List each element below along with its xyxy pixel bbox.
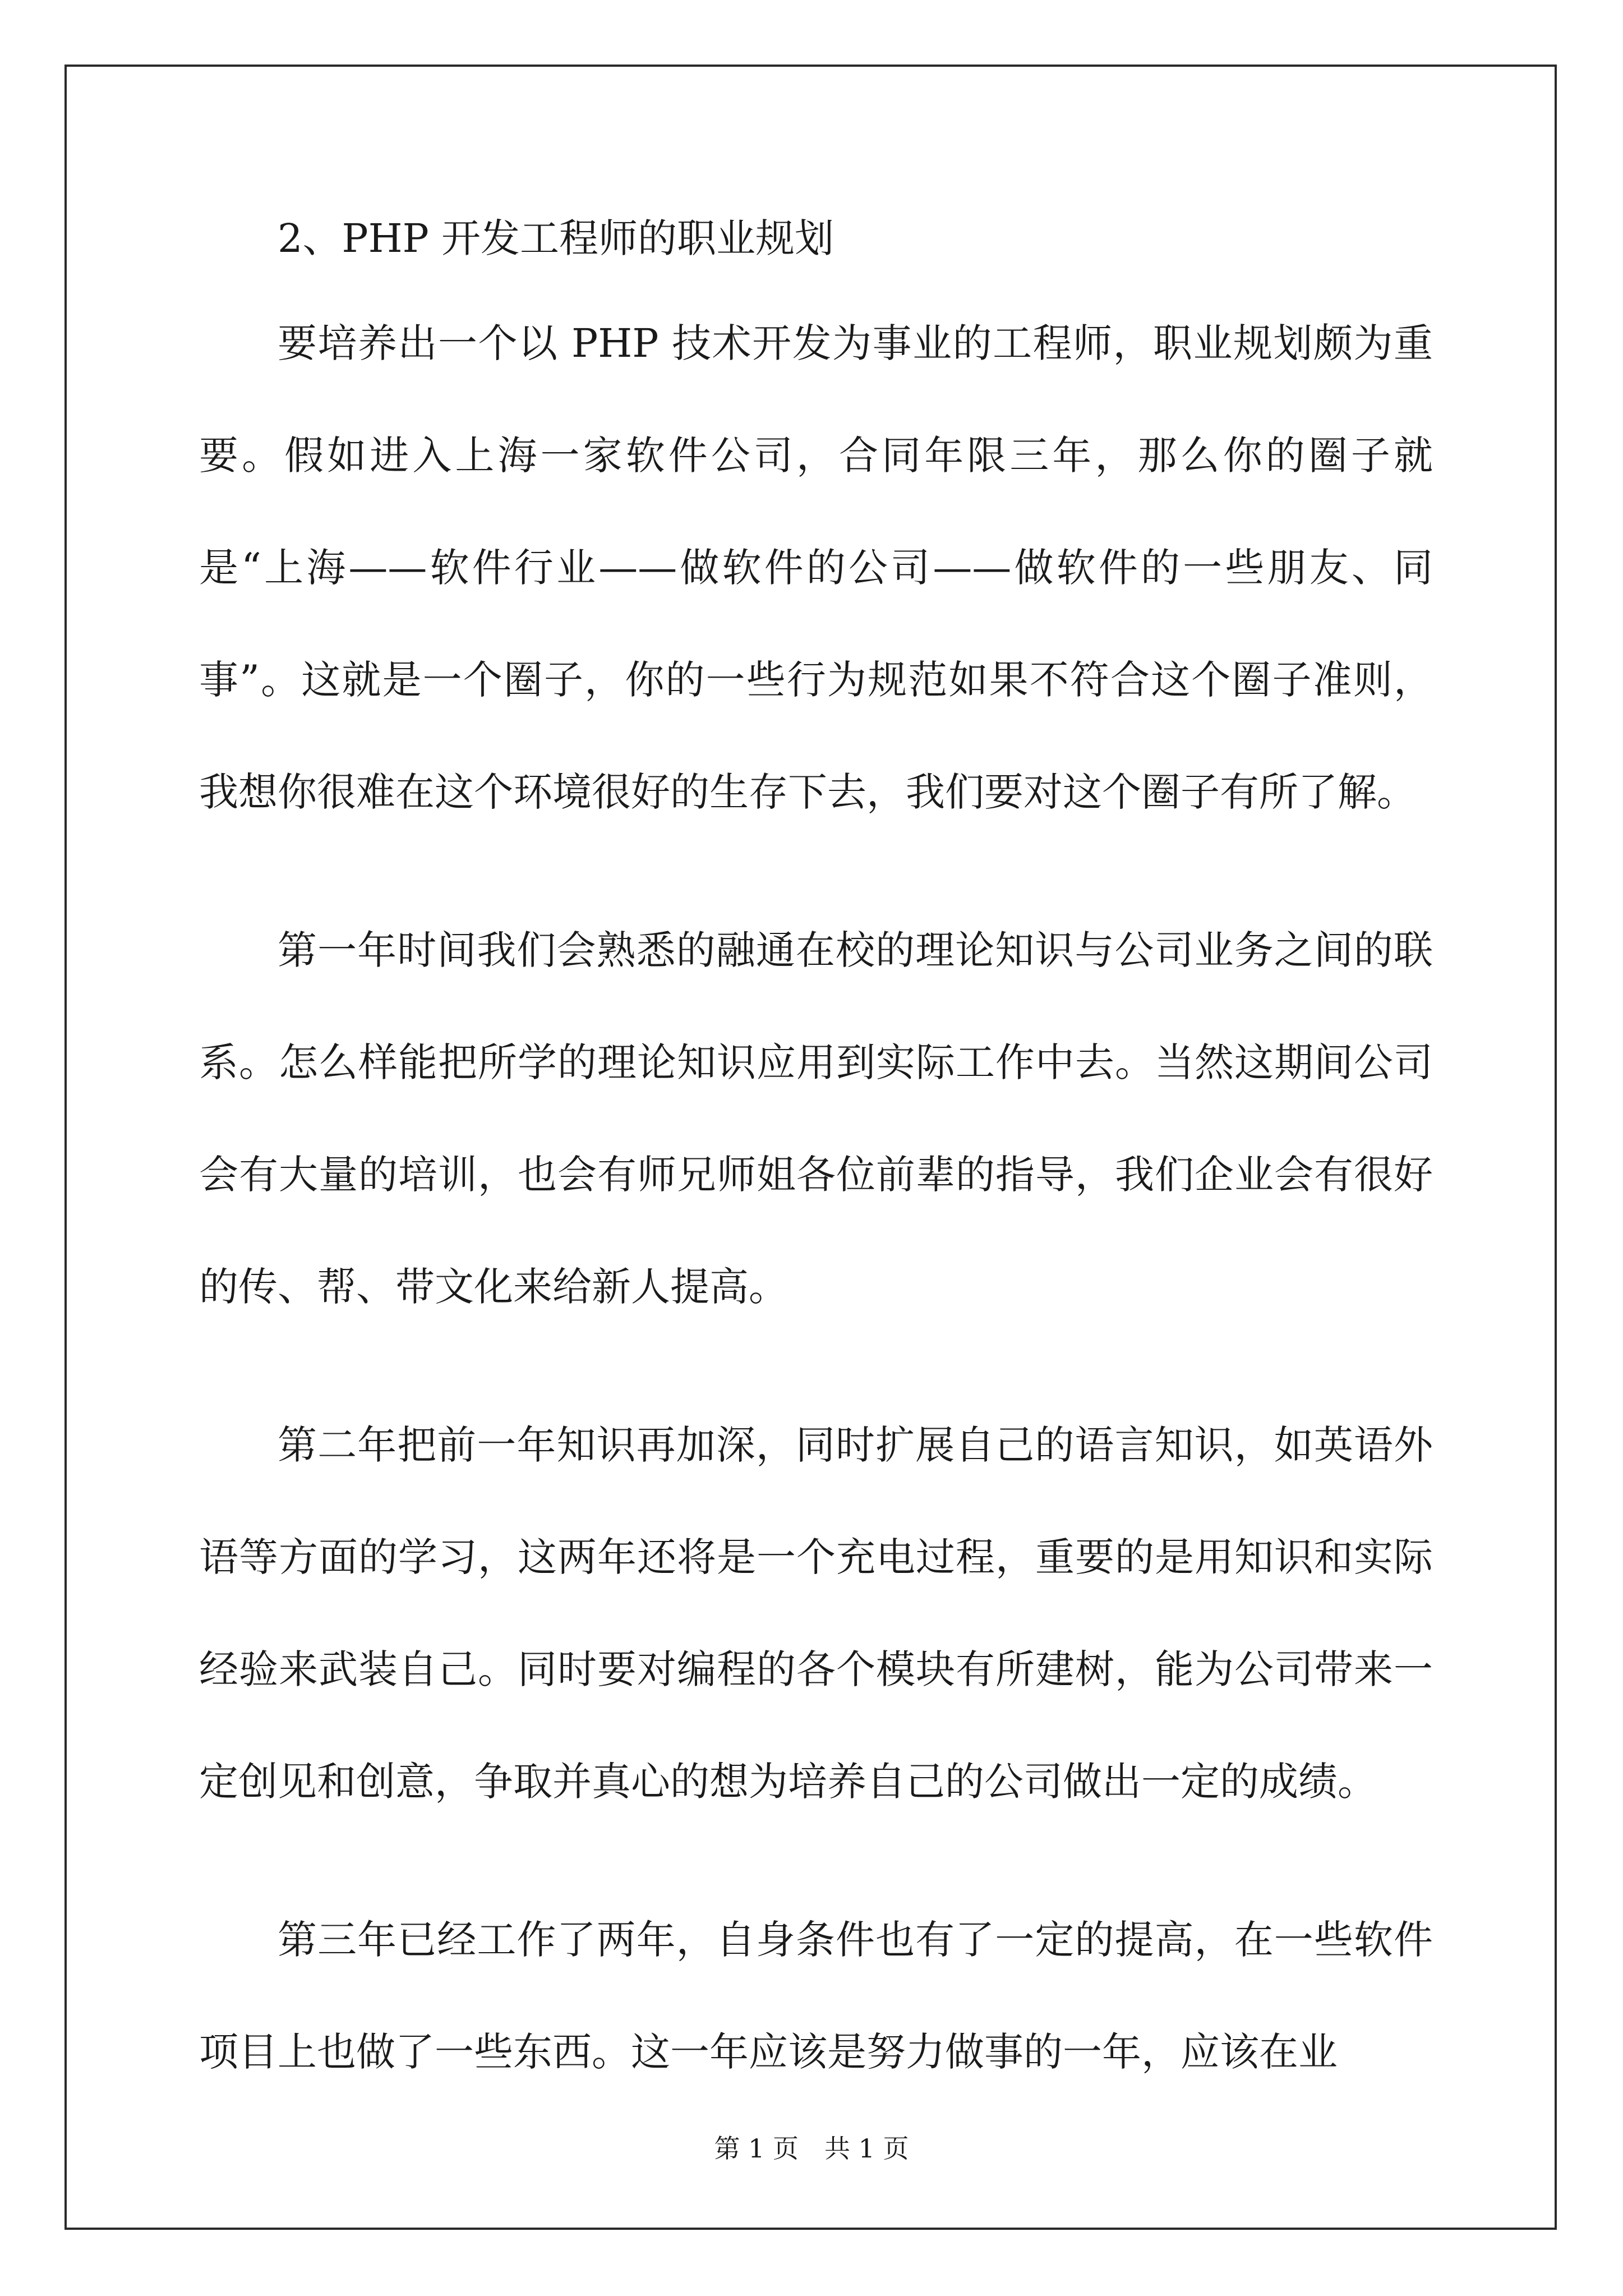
paragraph-year-two: 第二年把前一年知识再加深，同时扩展自己的语言知识，如英语外语等方面的学习，这两年还将是一个充电过程，重要的是用知识和实际经验来武装自己。同时要对编程的各个模块有所建树，能为公司带来一定创见和创意，争取并真心的想为培养自己的公司做出一定的成绩。 bbox=[199, 1422, 1433, 1805]
document-body bbox=[199, 208, 1433, 2108]
paragraph-intro: 要培养出一个以 PHP 技术开发为事业的工程师，职业规划颇为重要。假如进入上海一家软件公司，合同年限三年，那么你的圈子就是“上海——软件行业——做软件的公司——做软件的一些朋友、同事”。这就是一个圈子，你的一些行为规范如果不符合这个圈子准则，我想你很难在这个环境很好的生存下去，我们要对这个圈子有所了解。 bbox=[199, 320, 1433, 815]
section-heading: 2、PHP 开发工程师的职业规划 bbox=[278, 215, 834, 261]
paragraph-year-one: 第一年时间我们会熟悉的融通在校的理论知识与公司业务之间的联系。怎么样能把所学的理论知识应用到实际工作中去。当然这期间公司会有大量的培训，也会有师兄师姐各位前辈的指导，我们企业会有很好的传、帮、带文化来给新人提高。 bbox=[199, 927, 1433, 1310]
paragraph-year-three: 第三年已经工作了两年，自身条件也有了一定的提高，在一些软件项目上也做了一些东西。这一年应该是努力做事的一年，应该在业 bbox=[199, 1917, 1433, 2075]
page-number-footer: 第 1 页 共 1 页 bbox=[714, 2133, 909, 2164]
